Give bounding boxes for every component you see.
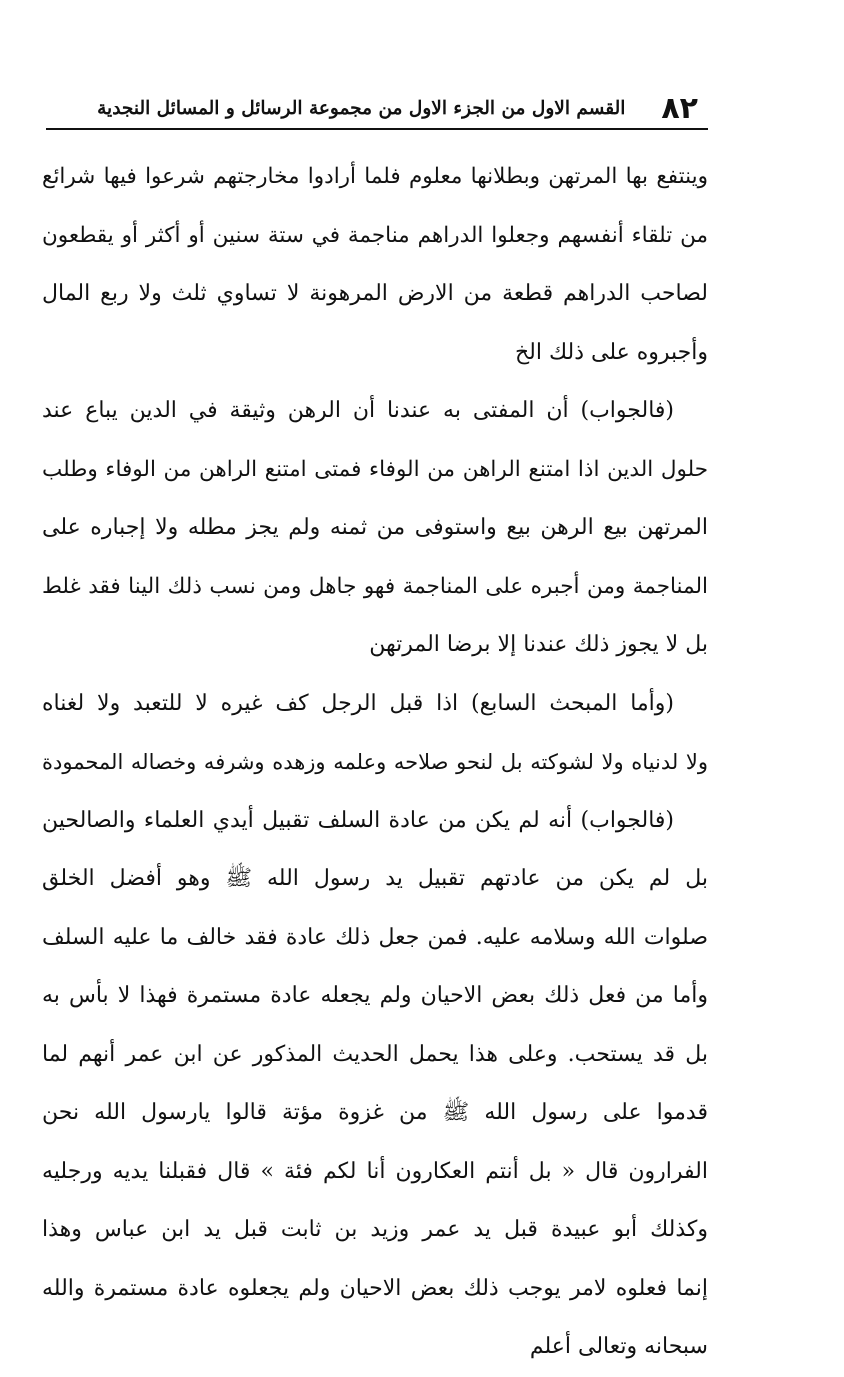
page-header: [88, 88, 698, 130]
text-line: قدموا على رسول الله ﷺ من غزوة مؤتة قالوا يارسول الله نحن: [42, 1100, 708, 1125]
text-line: (فالجواب) أنه لم يكن من عادة السلف تقبيل أيدي العلماء والصالحين: [42, 807, 674, 833]
text-line: وينتفع بها المرتهن وبطلانها معلوم فلما أرادوا مخارجتهم شرعوا فيها شرائع: [42, 164, 708, 189]
text-line: وأجبروه على ذلك الخ: [514, 339, 708, 365]
text-line: المرتهن بيع الرهن بيع واستوفى من ثمنه ولم يجز مطله ولا إجباره على: [42, 515, 708, 540]
text-line: (وأما المبحث السابع) اذا قبل الرجل كف غيره لا للتعبد ولا لغناه: [42, 690, 674, 716]
text-line: بل لا يجوز ذلك عندنا إلا برضا المرتهن: [369, 632, 708, 657]
text-line: لصاحب الدراهم قطعة من الارض المرهونة لا تساوي ثلث ولا ربع المال: [42, 281, 708, 306]
text-line: من تلقاء أنفسهم وجعلوا الدراهم مناجمة في ستة سنين أو أكثر أو يقطعون: [42, 222, 708, 248]
text-line: الفرارون قال « بل أنتم العكارون أنا لكم فئة » قال فقبلنا يديه ورجليه: [42, 1158, 708, 1184]
text-line: سبحانه وتعالى أعلم: [529, 1334, 708, 1359]
text-line: (فالجواب) أن المفتى به عندنا أن الرهن وثيقة في الدين يباع عند: [42, 398, 674, 423]
text-line: صلوات الله وسلامه عليه. فمن جعل ذلك عادة فقد خالف ما عليه السلف: [42, 924, 708, 950]
text-line: إنما فعلوه لامر يوجب ذلك بعض الاحيان ولم يجعلوه عادة مستمرة والله: [42, 1275, 708, 1301]
page-number: ٨٢: [661, 91, 698, 126]
text-line: المناجمة ومن أجبره على المناجمة فهو جاهل ومن نسب ذلك الينا فقد غلط: [42, 573, 708, 599]
text-line: بل قد يستحب. وعلى هذا يحمل الحديث المذكور عن ابن عمر أنهم لما: [42, 1041, 708, 1067]
text-line: ولا لدنياه ولا لشوكته بل لنحو صلاحه وعلمه وزهده وشرفه وخصاله المحمودة: [42, 750, 708, 774]
text-line: بل لم يكن من عادتهم تقبيل يد رسول الله ﷺ وهو أفضل الخلق: [42, 866, 708, 891]
header-rule: [46, 128, 708, 130]
text-line: وأما من فعل ذلك بعض الاحيان ولم يجعله عادة مستمرة فهذا لا بأس به: [42, 983, 708, 1008]
text-line: حلول الدين اذا امتنع الراهن من الوفاء فمتى امتنع الراهن من الوفاء وطلب: [42, 456, 708, 482]
body-text: [42, 148, 708, 1377]
running-title: القسم الاول من الجزء الاول من مجموعة الرسائل و المسائل النجدية: [97, 97, 626, 119]
text-line: وكذلك أبو عبيدة قبل يد عمر وزيد بن ثابت قبل يد ابن عباس وهذا: [42, 1217, 708, 1242]
